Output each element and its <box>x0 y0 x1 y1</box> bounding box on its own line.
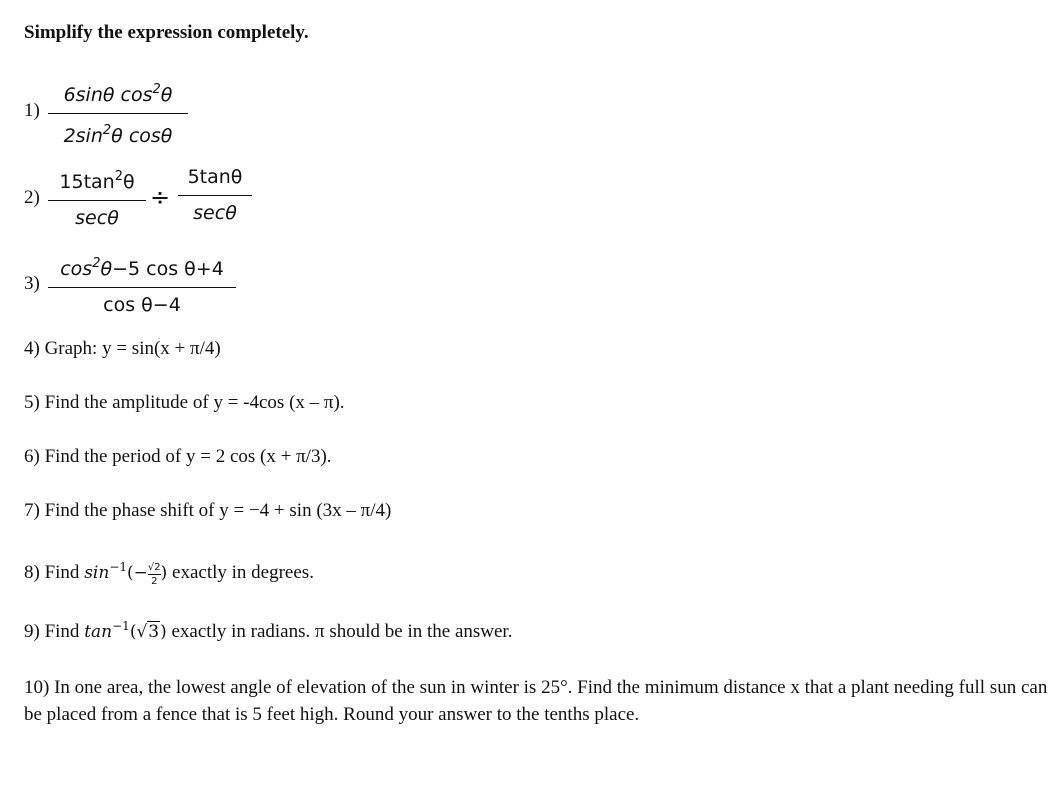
problem-4: 4) Graph: y = sin(x + π/4) <box>24 338 221 359</box>
problem-3-number: 3) <box>24 273 40 294</box>
problem-6: 6) Find the period of y = 2 cos (x + π/3). <box>24 446 332 467</box>
problem-1-numerator: 6sinθ $\cos^2\theta$ <box>63 82 173 106</box>
page-title: Simplify the expression completely. <box>24 22 309 43</box>
problem-3-fraction <box>48 252 236 317</box>
problem-3-numerator: $\cos^2\theta-5$ cos θ+4 <box>60 256 224 280</box>
fraction-bar <box>178 195 252 196</box>
fraction-bar <box>48 113 188 114</box>
problem-1-number: 1) <box>24 100 40 121</box>
problem-2-left-numerator: $15\tan^2\theta$ <box>59 169 135 193</box>
problem-8: 8) Find $\sin^{-1}(-$ $\frac{√2}{2}$ ) exactly in degrees. <box>24 560 314 587</box>
problem-7: 7) Find the phase shift of y = −4 + sin (3x – π/4) <box>24 500 392 521</box>
fraction-bar <box>48 287 236 288</box>
problem-1-fraction <box>48 78 188 148</box>
problem-2-left-fraction <box>48 165 146 230</box>
problem-3-denominator: cos θ−4 <box>103 294 181 316</box>
problem-1-denominator: $2\sin^2\theta$ cosθ <box>63 123 173 147</box>
problem-8-fraction: $\frac{√2}{2}$ <box>147 562 161 587</box>
problem-2-right-numerator: 5tanθ <box>187 166 243 188</box>
fraction-bar <box>48 200 146 201</box>
problem-2-right-denominator: secθ <box>193 202 237 224</box>
divide-operator: ÷ <box>150 183 171 211</box>
problem-9: 9) Find $\tan^{-1}(√3)$ exactly in radians. π should be in the answer. <box>24 619 513 642</box>
problem-5: 5) Find the amplitude of y = -4cos (x – π). <box>24 392 345 413</box>
problem-10: 10) In one area, the lowest angle of elevation of the sun in winter is 25°. Find the minimum distance x that a plant needing full sun can be placed from a fence that is 5 feet high. Round your answer to the tenths place. <box>24 677 1048 725</box>
problem-2-left-denominator: secθ <box>75 207 119 229</box>
problem-2-right-fraction <box>178 165 252 225</box>
problem-2-number: 2) <box>24 187 40 208</box>
